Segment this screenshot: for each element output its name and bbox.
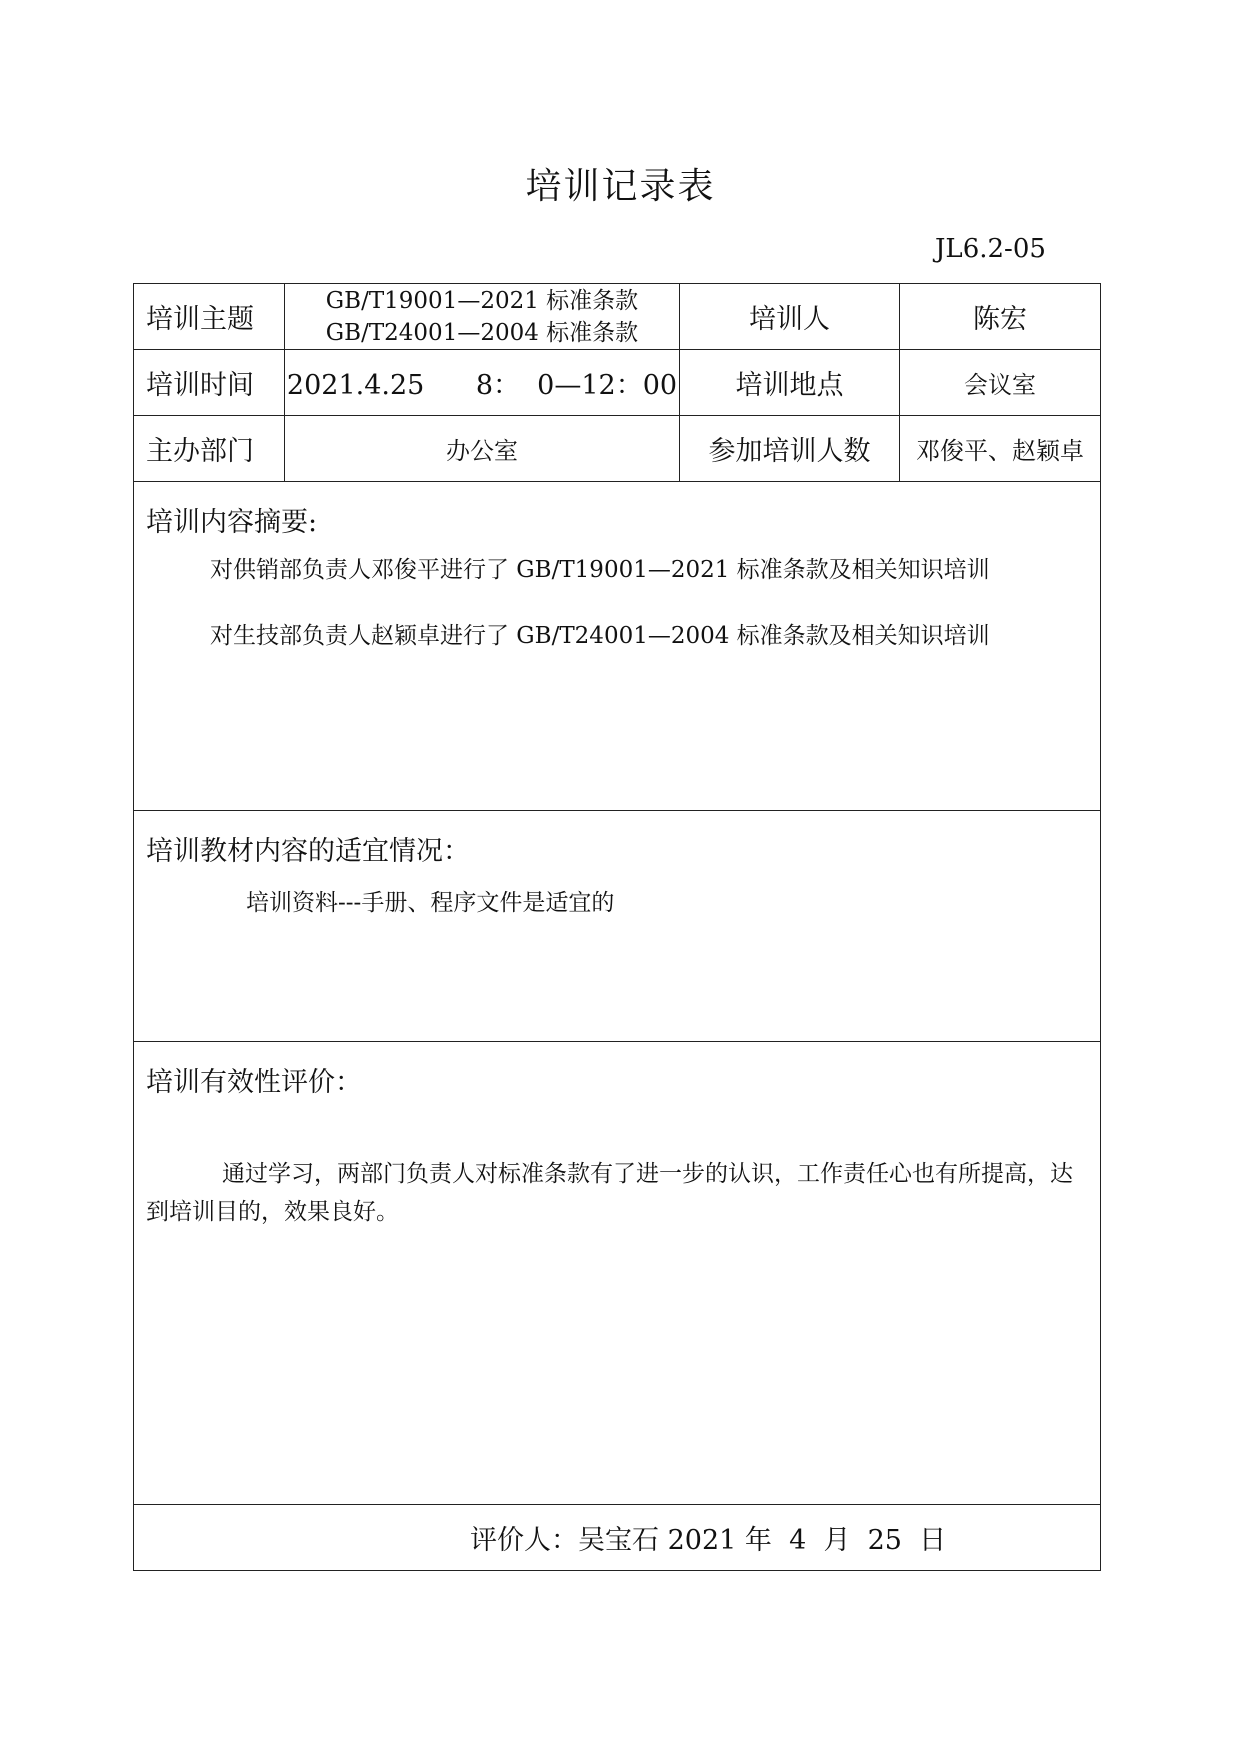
evaluator-label: 评价人： xyxy=(470,1525,578,1556)
evaluation-title: 培训有效性评价： xyxy=(146,1067,362,1098)
topic-line: GB/T24001—2004 标准条款 xyxy=(325,319,639,346)
row-materials xyxy=(134,811,1101,1042)
evaluation-section xyxy=(134,1042,1101,1505)
row-dept xyxy=(134,416,1101,482)
row-footer xyxy=(134,1505,1101,1571)
row-time xyxy=(134,350,1101,416)
training-record-table xyxy=(133,283,1101,1571)
time-label: 培训时间 xyxy=(134,350,285,416)
topic-line: GB/T19001—2021 标准条款 xyxy=(325,287,639,314)
month-unit: 月 xyxy=(823,1525,851,1556)
evaluation-month: 4 xyxy=(789,1525,807,1556)
materials-title: 培训教材内容的适宜情况： xyxy=(146,836,470,867)
document-code: JL6.2-05 xyxy=(935,234,1046,264)
location-value: 会议室 xyxy=(900,350,1101,416)
evaluator-name: 吴宝石 xyxy=(578,1525,659,1556)
trainer-label: 培训人 xyxy=(680,284,900,350)
summary-line: 对供销部负责人邓俊平进行了 GB/T19001—2021 标准条款及相关知识培训 xyxy=(210,557,990,583)
topic-label: 培训主题 xyxy=(134,284,285,350)
dept-label: 主办部门 xyxy=(134,416,285,482)
dept-value: 办公室 xyxy=(285,416,680,482)
document-title: 培训记录表 xyxy=(525,166,716,207)
trainer-value: 陈宏 xyxy=(900,284,1101,350)
topic-value xyxy=(285,284,680,350)
materials-text: 培训资料---手册、程序文件是适宜的 xyxy=(246,890,615,916)
summary-section xyxy=(134,482,1101,811)
evaluator-signature xyxy=(134,1505,1101,1571)
evaluation-text: 通过学习，两部门负责人对标准条款有了进一步的认识，工作责任心也有所提高，达到培训目的，效果良好。 xyxy=(146,1161,1073,1225)
row-topic xyxy=(134,284,1101,350)
location-label: 培训地点 xyxy=(680,350,900,416)
summary-title: 培训内容摘要: xyxy=(146,507,318,538)
time-value: 2021.4.25 8： 0—12：00 xyxy=(285,350,680,416)
evaluation-year: 2021 xyxy=(667,1525,737,1556)
day-unit: 日 xyxy=(919,1525,947,1556)
materials-section xyxy=(134,811,1101,1042)
summary-line: 对生技部负责人赵颖卓进行了 GB/T24001—2004 标准条款及相关知识培训 xyxy=(210,623,990,649)
participants-value: 邓俊平、赵颖卓 xyxy=(900,416,1101,482)
row-summary xyxy=(134,482,1101,811)
row-evaluation xyxy=(134,1042,1101,1505)
evaluation-day: 25 xyxy=(867,1525,902,1556)
participants-label: 参加培训人数 xyxy=(680,416,900,482)
year-unit: 年 xyxy=(744,1525,772,1556)
